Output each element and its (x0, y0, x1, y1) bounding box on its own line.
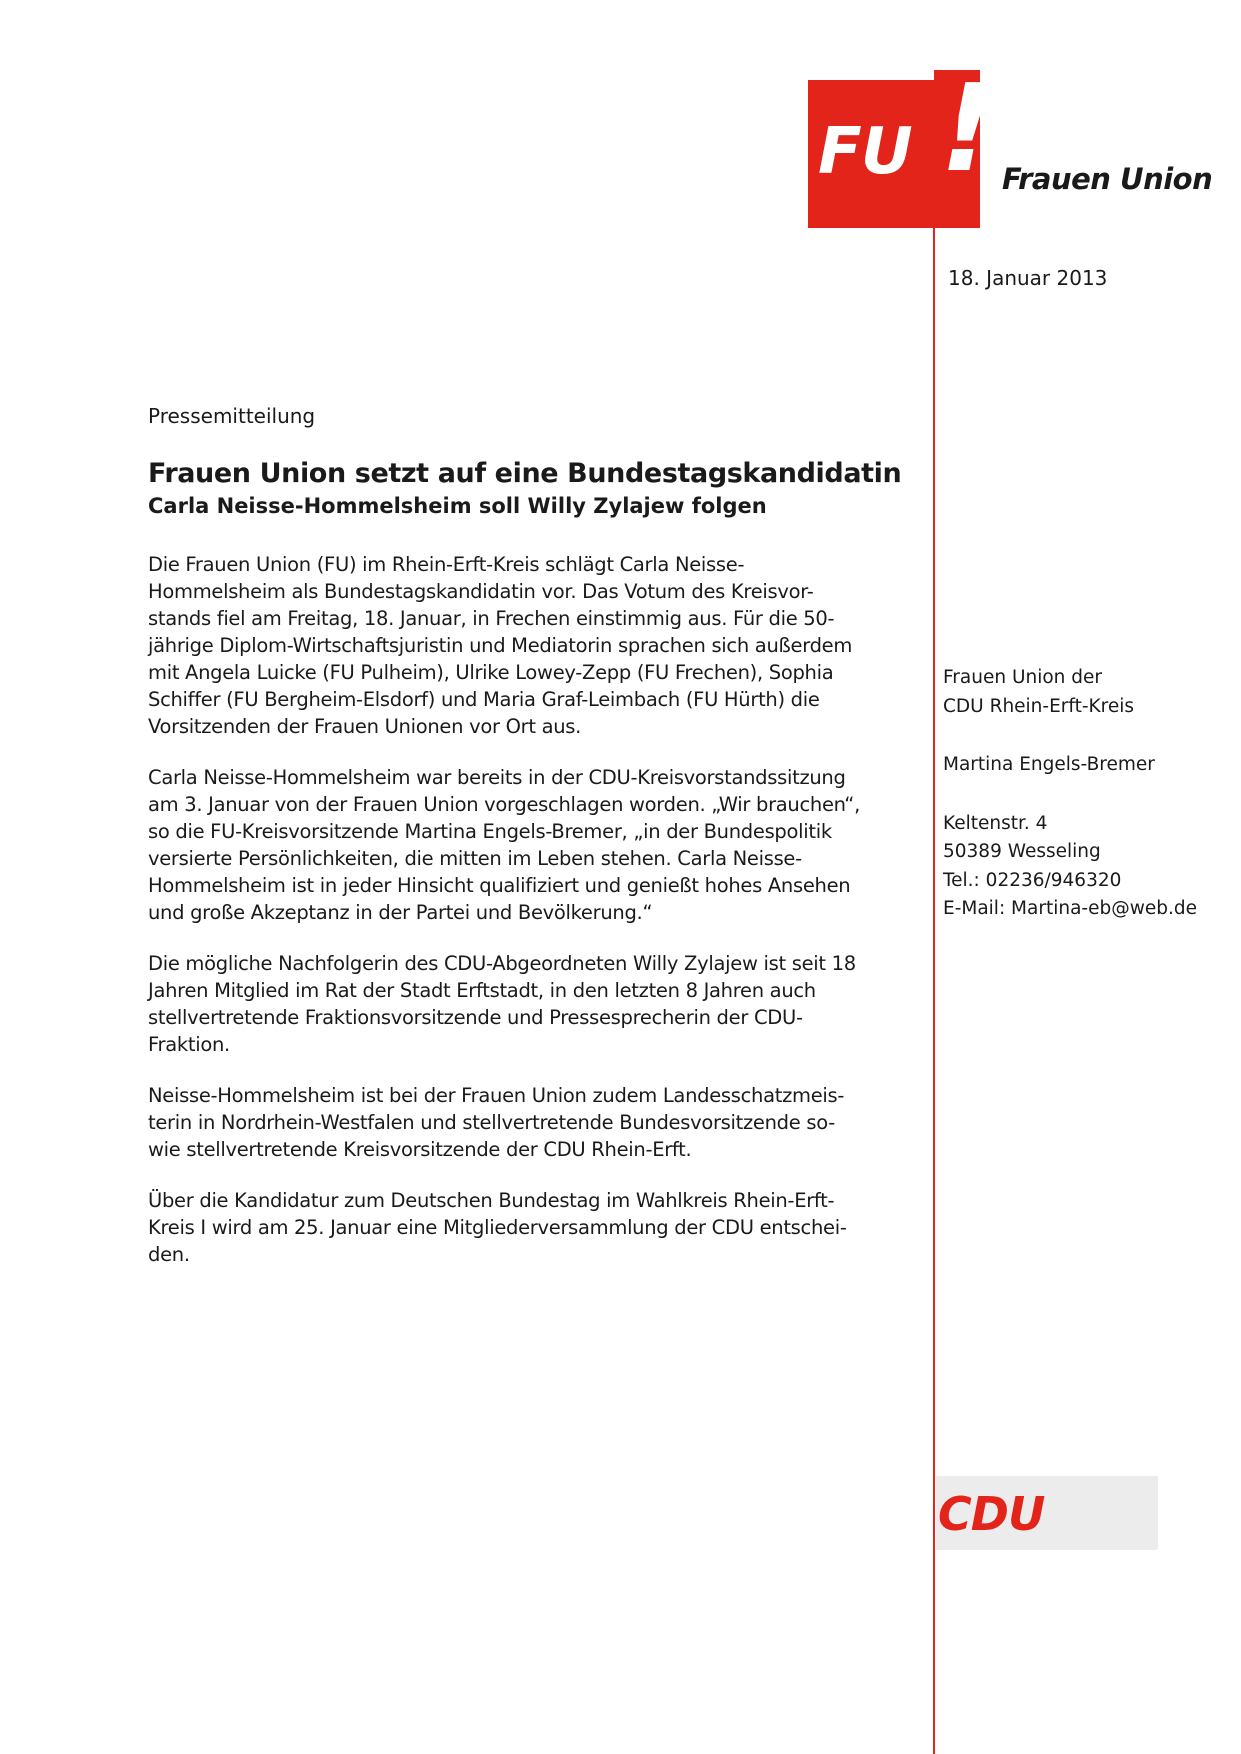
contact-org-line1: Frauen Union der (943, 667, 1103, 688)
organization-name: Frauen Union (1002, 162, 1213, 196)
press-release-body (148, 551, 868, 1292)
body-line: Die Frauen Union (FU) im Rhein-Erft-Kreis schlägt Carla Neisse- (148, 553, 745, 576)
body-line: jährige Diplom-Wirtschaftsjuristin und Mediatorin sprachen sich außerdem (148, 634, 853, 657)
body-line: Hommelsheim ist in jeder Hinsicht qualifiziert und genießt hohes Ansehen (148, 874, 851, 897)
body-line: und große Akzeptanz in der Partei und Bevölkerung.“ (148, 901, 653, 924)
body-line: Fraktion. (148, 1033, 230, 1056)
body-paragraph (148, 1082, 868, 1163)
document-date: 18. Januar 2013 (948, 266, 1108, 290)
body-line: Über die Kandidatur zum Deutschen Bundestag im Wahlkreis Rhein-Erft- (148, 1189, 835, 1212)
body-line: Hommelsheim als Bundestagskandidatin vor. Das Votum des Kreisvor- (148, 580, 814, 603)
fu-logo-text: FU (818, 115, 912, 189)
body-line: Vorsitzenden der Frauen Unionen vor Ort aus. (148, 715, 582, 738)
contact-city: 50389 Wesseling (943, 841, 1101, 862)
body-line: versierte Persönlichkeiten, die mitten im Leben stehen. Carla Neisse- (148, 847, 802, 870)
contact-phone: Tel.: 02236/946320 (943, 869, 1122, 891)
red-divider-line (933, 228, 935, 1754)
body-line: am 3. Januar von der Frauen Union vorgeschlagen worden. „Wir brauchen“, (148, 793, 861, 816)
subheadline: Carla Neisse-Hommelsheim soll Willy Zylajew folgen (148, 494, 767, 518)
fu-logo-exclamation: ! (940, 60, 995, 199)
body-line: stands fiel am Freitag, 18. Januar, in Frechen einstimmig aus. Für die 50- (148, 607, 835, 630)
contact-block (943, 664, 1197, 924)
body-line: Schiffer (FU Bergheim-Elsdorf) und Maria Graf-Leimbach (FU Hürth) die (148, 688, 820, 711)
body-line: Jahren Mitglied im Rat der Stadt Erftstadt, in den letzten 8 Jahren auch (148, 979, 816, 1002)
document-type: Pressemitteilung (148, 404, 316, 428)
body-paragraph (148, 551, 868, 740)
body-line: den. (148, 1243, 190, 1266)
body-paragraph (148, 764, 868, 926)
body-line: mit Angela Luicke (FU Pulheim), Ulrike Lowey-Zepp (FU Frechen), Sophia (148, 661, 834, 684)
contact-email: E-Mail: Martina-eb@web.de (943, 898, 1197, 919)
headline: Frauen Union setzt auf eine Bundestagskandidatin (148, 458, 902, 489)
body-paragraph (148, 950, 868, 1058)
cdu-logo-text: CDU (938, 1487, 1045, 1541)
body-line: Neisse-Hommelsheim ist bei der Frauen Union zudem Landesschatzmeis- (148, 1084, 845, 1107)
body-line: so die FU-Kreisvorsitzende Martina Engels-Bremer, „in der Bundespolitik (148, 820, 832, 843)
body-line: Kreis I wird am 25. Januar eine Mitgliederversammlung der CDU entschei- (148, 1216, 847, 1239)
body-line: Die mögliche Nachfolgerin des CDU-Abgeordneten Willy Zylajew ist seit 18 (148, 952, 856, 975)
contact-person: Martina Engels-Bremer (943, 754, 1155, 775)
contact-street: Keltenstr. 4 (943, 812, 1048, 834)
body-line: terin in Nordrhein-Westfalen und stellvertretende Bundesvorsitzende so- (148, 1111, 835, 1134)
body-paragraph (148, 1187, 868, 1268)
body-line: stellvertretende Fraktionsvorsitzende und Pressesprecherin der CDU- (148, 1006, 803, 1029)
body-line: wie stellvertretende Kreisvorsitzende der CDU Rhein-Erft. (148, 1138, 692, 1161)
body-line: Carla Neisse-Hommelsheim war bereits in der CDU-Kreisvorstandssitzung (148, 766, 846, 789)
contact-org-line2: CDU Rhein-Erft-Kreis (943, 695, 1134, 717)
